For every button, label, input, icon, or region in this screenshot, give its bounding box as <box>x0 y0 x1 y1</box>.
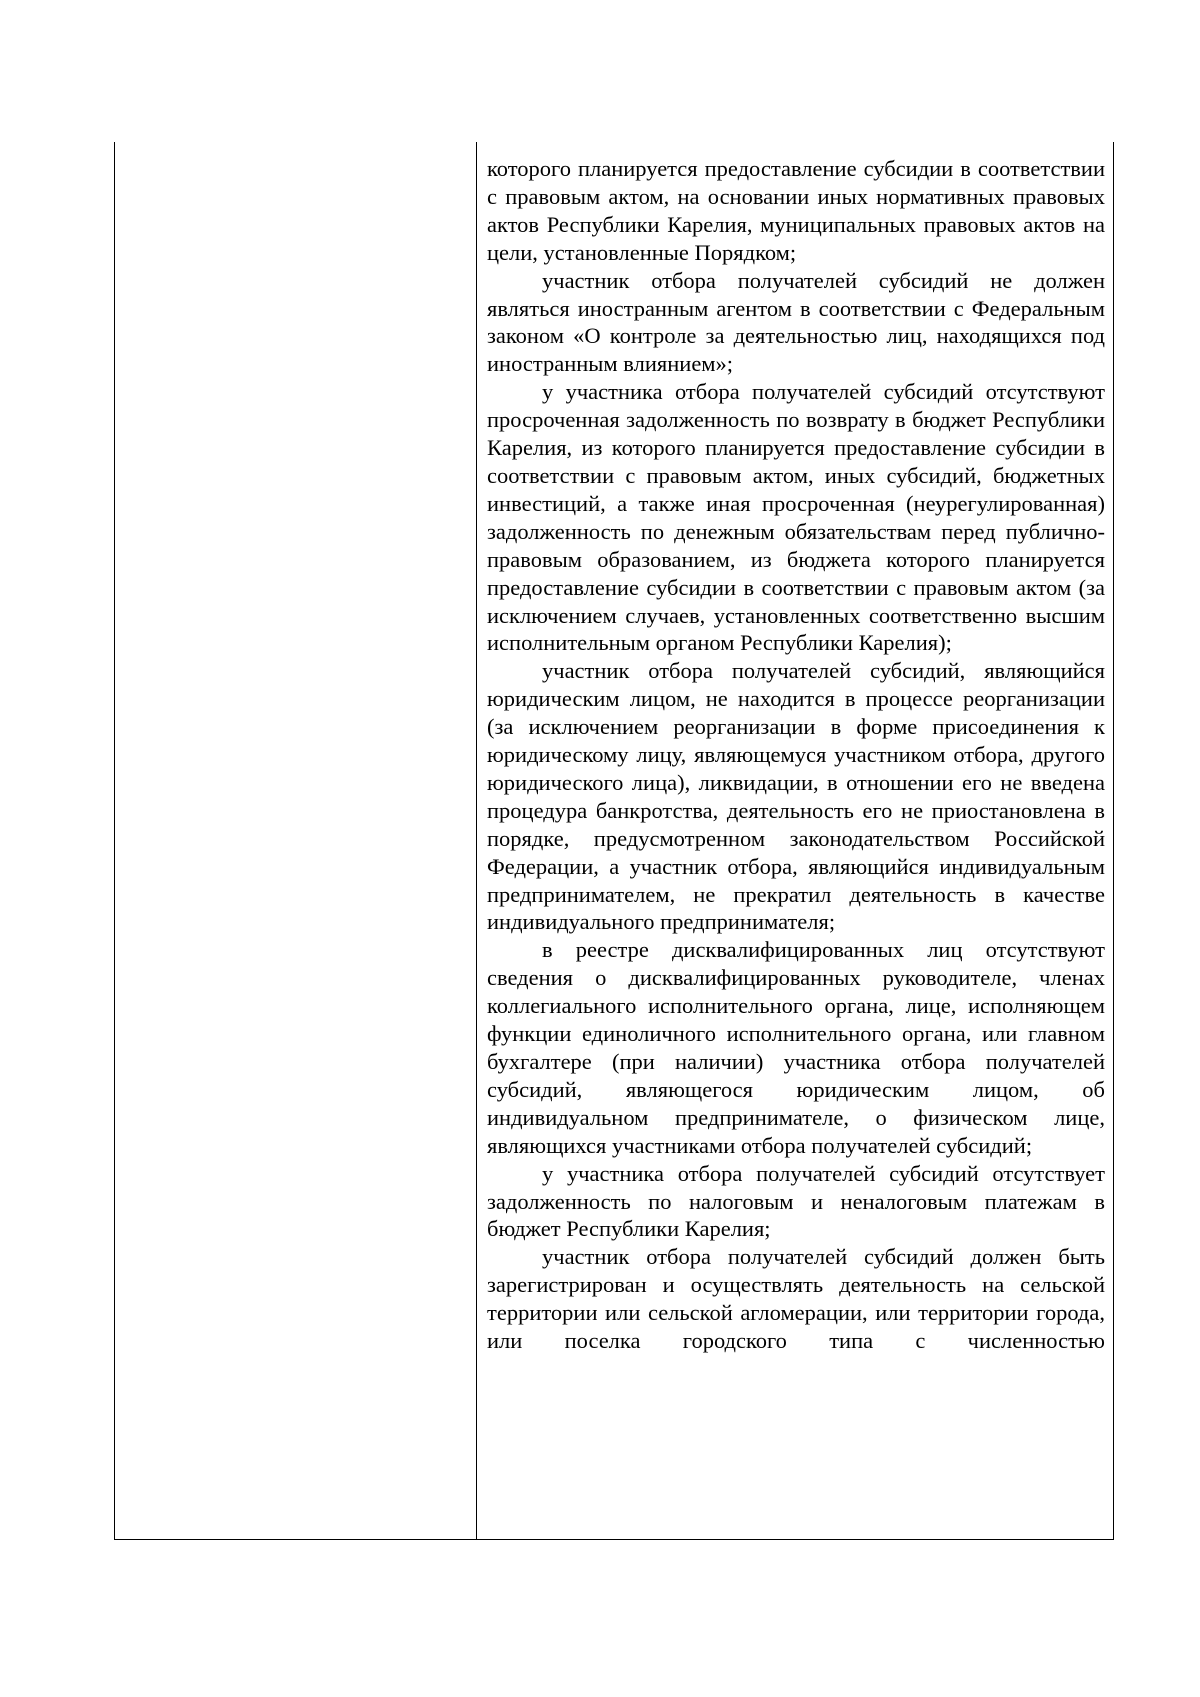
paragraph-6: у участника отбора получателей субсидий отсутствует задолженность по налоговым и неналоговым платежам в бюджет Республики Карелия; <box>487 1160 1105 1242</box>
table-right-column <box>477 142 1114 1540</box>
paragraph-1: которого планируется предоставление субсидии в соответствии с правовым актом, на основании иных нормативных правовых актов Республики Карелия, муниципальных правовых актов на цели, установленные Порядком; <box>487 156 1105 265</box>
paragraph-2: участник отбора получателей субсидий не должен являться иностранным агентом в соответствии с Федеральным законом «О контроле за деятельностью лиц, находящихся под иностранным влиянием»; <box>487 267 1105 377</box>
paragraph-5: в реестре дисквалифицированных лиц отсутствуют сведения о дисквалифицированных руководителе, членах коллегиального исполнительного органа, лице, исполняющем функции единоличного исполнительного органа, или главном бухгалтере (при наличии) участника отбора получателей субсидий, являющегося юридическим лицом, об индивидуальном предпринимателе, о физическом лице, являющихся участниками отбора получателей субсидий; <box>487 937 1105 1158</box>
paragraph-4: участник отбора получателей субсидий, являющийся юридическим лицом, не находится в процессе реорганизации (за исключением реорганизации в форме присоединения к юридическому лицу, являющемуся участником отбора, другого юридического лица), ликвидации, в отношении его не введена процедура банкротства, деятельность его не приостановлена в порядке, предусмотренном законодательством Российской Федерации, а участник отбора, являющийся индивидуальным предпринимателем, не прекратил деятельность в качестве индивидуального предпринимателя; <box>487 658 1105 935</box>
paragraph-3: у участника отбора получателей субсидий отсутствуют просроченная задолженность по возврату в бюджет Республики Карелия, из которого планируется предоставление субсидии в соответствии с правовым актом, иных субсидий, бюджетных инвестиций, а также иная просроченная (неурегулированная) задолженность по денежным обязательствам перед публично-правовым образованием, из бюджета которого планируется предоставление субсидии в соответствии с правовым актом (за исключением случаев, установленных соответственно высшим исполнительным органом Республики Карелия); <box>487 379 1105 656</box>
table-left-column <box>114 142 477 1540</box>
paragraph-7: участник отбора получателей субсидий должен быть зарегистрирован и осуществлять деятельность на сельской территории или сельской агломерации, или территории города, или поселка городского типа с численностью <box>487 1244 1105 1354</box>
document-table <box>114 142 1114 1540</box>
